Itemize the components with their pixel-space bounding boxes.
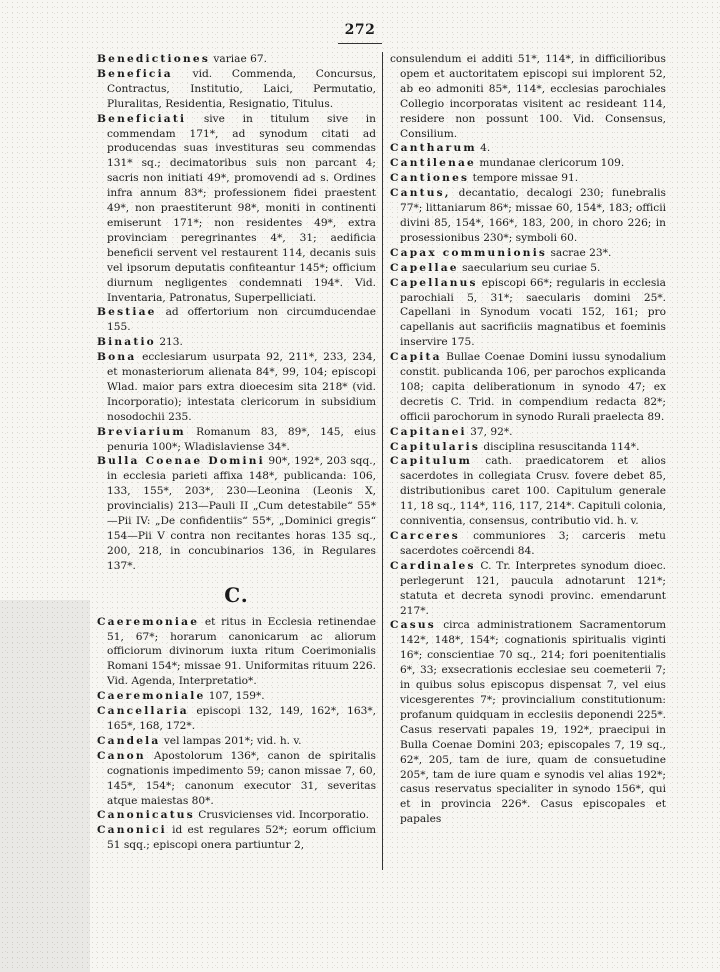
- index-entry: [390, 156, 666, 171]
- index-entry: [390, 261, 666, 276]
- index-entry: [97, 350, 376, 425]
- index-entry: [97, 689, 376, 704]
- entry-headword: Cantiones: [390, 172, 470, 185]
- entry-text: id est regulares 52*; eorum officium 51 sqq.; episcopi onera partiuntur 2,: [107, 824, 376, 852]
- index-entry: [97, 335, 376, 350]
- entry-headword: Beneficia: [97, 67, 173, 80]
- entry-text: vid. Commenda, Concursus, Contractus, Institutio, Laici, Permutatio, Pluralitas, Residentia, Resignatio, Titulus.: [107, 67, 376, 110]
- entry-headword: Cancellaria: [97, 705, 189, 718]
- index-entry: [97, 734, 376, 749]
- entry-headword: Capita: [390, 351, 442, 364]
- section-letter: C.: [224, 582, 249, 607]
- index-entry: [97, 615, 376, 690]
- entry-text: 4.: [480, 142, 491, 155]
- entry-headword: Bestiae: [97, 306, 157, 319]
- index-entry: [97, 808, 376, 823]
- entry-text: episcopi 132, 149, 162*, 163*, 165*, 168, 172*.: [107, 705, 376, 732]
- entry-headword: Capellae: [390, 261, 459, 274]
- entry-headword: Beneficiati: [97, 112, 187, 125]
- entry-headword: Canon: [97, 749, 146, 762]
- entry-text: saecularium seu curiae 5.: [462, 261, 601, 274]
- entry-text: communiores 3; carceris metu sacerdotes coërcendi 84.: [400, 530, 667, 557]
- entry-text: 213.: [159, 336, 183, 349]
- entry-text: variae 67.: [213, 53, 267, 65]
- index-entry: [97, 52, 376, 67]
- entry-headword: Cardinales: [390, 559, 476, 572]
- entry-headword: Carceres: [390, 530, 460, 542]
- entry-text: vel lampas 201*; vid. h. v.: [163, 734, 302, 747]
- header-ornament: [338, 40, 382, 44]
- entry-headword: Capitularis: [390, 440, 480, 453]
- page-number: 272: [344, 22, 376, 38]
- entry-text: 37, 92*.: [470, 425, 513, 438]
- entry-text: tempore missae 91.: [472, 172, 579, 185]
- entry-text: cath. praedicatorem et alios sacerdotes in collegiata Crusv. fovere debet 85, distributionibus caret 100. Capitulum generale 11, 18 sq., 114*, 116, 117, 214*. Capituli colonia, conniventia, consensus, contributio vid. h. v.: [400, 455, 666, 528]
- index-entry: [97, 704, 376, 734]
- index-entry: [97, 454, 376, 573]
- entry-headword: Capitanei: [390, 425, 467, 438]
- entry-text: sive in titulum sive in commendam 171*, ad synodum citati ad producendas suas investituras seu commendas 131* sq.; decimatoribus suis non parcant 4; sacris non initiati 49*, promovendi ad s. Ordines infra annum 83*; professionem fidei praestent 49*, non praestiterunt 98*, moniti in continenti emiserunt 171*; non residentes 49*, extra provinciam peregrinantes 4*, 31; aedificia beneficii servent vel restaurent 114, decanis suis vel ipsorum deputatis confiteantur 145*; officium diurnum negligentes condemnati 194*. Vid. Inventaria, Patronatus, Superpelliciati.: [107, 112, 376, 304]
- entry-headword: Cantharum: [390, 142, 477, 155]
- paper-stain: [0, 600, 90, 972]
- entry-text: 90*, 192*, 203 sqq., in ecclesia parieti affixa 148*, publicanda: 106, 133, 155*, 203*, 230—Leonina (Leonis X, provincialis) 213—Pauli II „Cum detestabile“ 55*—Pii IV: „De confidentiis“ 55*, „Dominici gregis“ 154—Pii V contra non recitantes horas 135 sq., 200, 218, in concubinarios 136, in Regulares 137*.: [107, 455, 376, 572]
- entry-headword: Cantilenae: [390, 157, 476, 170]
- entry-text: Romanum 83, 89*, 145, eius penuria 100*; Wladislaviense 34*.: [107, 425, 376, 453]
- entry-text: C. Tr. Interpretes synodum dioec. perlegerunt 121, paucula adnotarunt 121*; statuta et decreta synodi provinc. emendarunt 217*.: [400, 559, 666, 617]
- entry-headword: Breviarium: [97, 425, 186, 438]
- entry-text: Apostolorum 136*, canon de spiritalis cognationis impedimento 59; canon missae 7, 60, 145*, 154*; canonum executor 31, severitas atque maiestas 80*.: [107, 749, 376, 807]
- index-entry: [390, 141, 666, 156]
- index-entry: [97, 749, 376, 809]
- left-column: [97, 52, 376, 853]
- entry-text: 107, 159*.: [208, 690, 265, 703]
- entry-text: ad offertorium non circumducendae 155.: [107, 306, 376, 334]
- entry-headword: Capitulum: [390, 455, 473, 468]
- entry-text: consulendum ei additi 51*, 114*, in difficilioribus opem et auctoritatem episcopi sui implorent 52, ab eo admoniti 85*, 114*, ecclesias parochiales Collegio incorporatas visitent ac resideant 114, residere non possunt 100. Vid. Consensus, Consilium.: [390, 53, 666, 140]
- entry-headword: Candela: [97, 734, 161, 747]
- index-entry: [390, 171, 666, 186]
- index-entry: [390, 425, 666, 440]
- index-entry: [97, 305, 376, 335]
- entry-text: disciplina resuscitanda 114*.: [483, 440, 640, 453]
- entry-text: sacrae 23*.: [550, 246, 612, 259]
- right-column: [390, 52, 666, 827]
- entry-text: mundanae clericorum 109.: [479, 157, 625, 170]
- index-entry: [97, 823, 376, 853]
- entry-text: decantatio, decalogi 230; funebralis 77*; littaniarum 86*; missae 60, 154*, 183; officii divini 85, 154*, 166*, 183, 200, in choro 226; in prosessionibus 230*; symboli 60.: [400, 187, 666, 244]
- entry-headword: Bulla Coenae Domini: [97, 455, 265, 468]
- entry-text: episcopi 66*; regularis in ecclesia parochiali 5, 31*; saecularis domini 25*. Capellani in Synodum vocati 152, 161; pro capellanis aut sacrificiis magnatibus et foeminis inservire 175.: [400, 276, 666, 349]
- column-divider: [382, 52, 383, 870]
- entry-headword: Binatio: [97, 336, 156, 349]
- entry-headword: Capellanus: [390, 276, 478, 289]
- page-header: [0, 22, 720, 44]
- entry-headword: Cantus,: [390, 187, 451, 200]
- entry-headword: Casus: [390, 619, 436, 632]
- entry-headword: Bona: [97, 351, 137, 364]
- entry-text: Crusvicienses vid. Incorporatio.: [198, 809, 369, 822]
- index-entry: [390, 440, 666, 455]
- index-entry: [390, 454, 666, 529]
- entry-headword: Canonicatus: [97, 809, 195, 822]
- index-entry: [390, 350, 666, 425]
- entry-text: ecclesiarum usurpata 92, 211*, 233, 234, et monasteriorum alienata 84*, 99, 104; episcopi Wlad. maior pars extra dioecesim sita 218* (vid. Incorporatio); intestata clericorum in subsidium nosodochii 235.: [107, 351, 376, 423]
- index-entry: [97, 67, 376, 112]
- index-entry: [97, 112, 376, 306]
- entry-text: et ritus in Ecclesia retinendae 51, 67*; horarum canonicarum ac aliorum officiorum divinorum iuxta ritum Coerimonialis Romani 154*; missae 91. Uniformitas rituum 226. Vid. Agenda, Interpretatio*.: [107, 615, 376, 688]
- entry-headword: Caeremoniale: [97, 690, 206, 703]
- index-entry: [390, 276, 666, 351]
- index-entry: [390, 186, 666, 246]
- index-entry: [390, 52, 666, 141]
- entry-headword: Canonici: [97, 824, 167, 837]
- entry-text: circa administrationem Sacramentorum 142*, 148*, 154*; cognationis spiritualis viginti 16*; conscientiae 70 sq., 214; fori poenitentialis 6*, 33; exsecrationis ecclesiae seu coemeterii 7; in quibus solus episcopus dispensat 7, vel eius vicesgerentes 7*; provincialium constitutionum: profanum quidquam in ecclesiis deponendi 225*. Casus reservati papales 19, 192*, praecipui in Bulla Coenae Domini 203; episcopales 7, 19 sq., 62*, 205, tam de iure, quam de consuetudine 205*, tam de iure quam e synodis vel alias 192*; casus reservatus specialiter in synodo 156*, qui et in provincia 226*. Casus episcopales et papales: [400, 619, 667, 826]
- index-entry: [97, 425, 376, 455]
- entry-headword: Benedictiones: [97, 53, 211, 65]
- entry-headword: Capax communionis: [390, 246, 548, 259]
- index-entry: [390, 246, 666, 261]
- entry-headword: Caeremoniae: [97, 615, 200, 628]
- index-entry: [390, 618, 666, 827]
- index-entry: [390, 559, 666, 619]
- entry-text: Bullae Coenae Domini iussu synodalium constit. publicanda 106, per parochos explicanda 108; capita deliberationum in synodo 47; ex decretis C. Trid. in compendium redacta 82*; officii parochorum in synodo Rurali praelecta 89.: [400, 351, 666, 423]
- index-entry: [390, 529, 666, 559]
